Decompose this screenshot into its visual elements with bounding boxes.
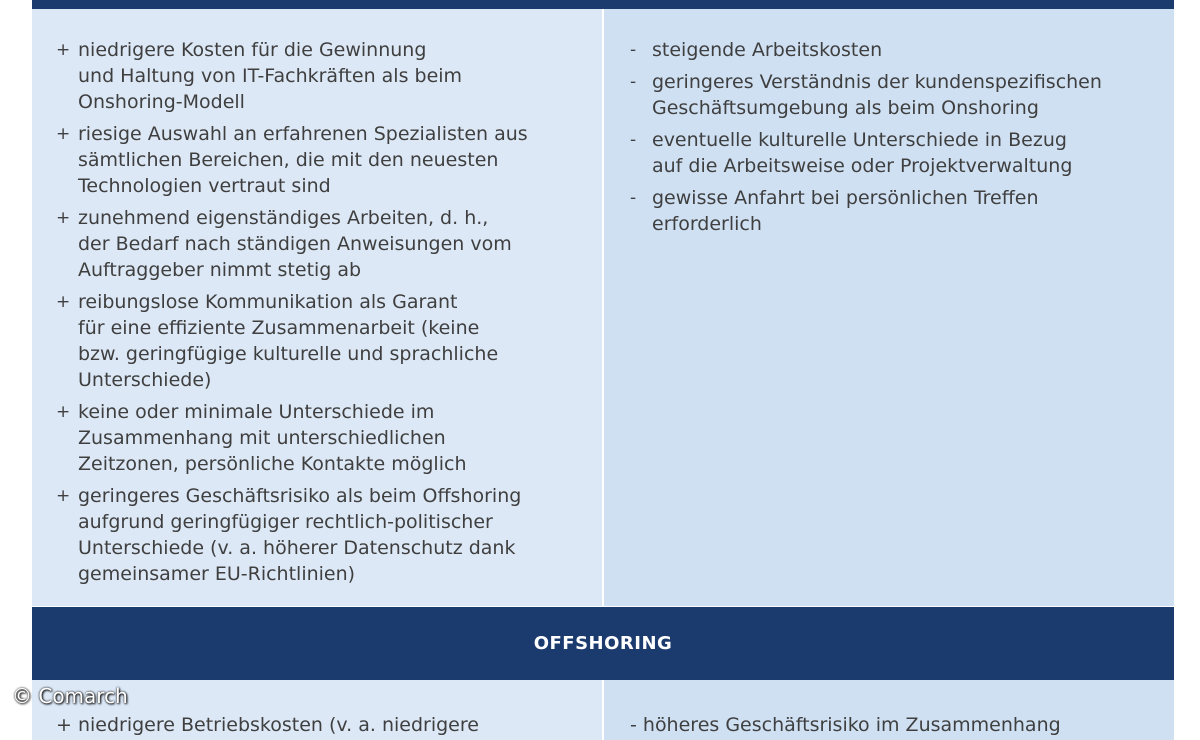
pro-text: riesige Auswahl an erfahrenen Spezialisten aus sämtlichen Bereichen, die mit den neuesten Technologien vertraut sind [78, 123, 528, 197]
pro-text: reibungslose Kommunikation als Garant für eine effiziente Zusammenarbeit (keine bzw. geringfügige kulturelle und sprachliche Unterschiede) [78, 291, 499, 391]
con-item [630, 127, 1154, 179]
con-text: eventuelle kulturelle Unterschiede in Bezug auf die Arbeitsweise oder Projektverwaltung [652, 129, 1073, 177]
copyright-watermark: © Comarch [12, 684, 128, 708]
con-text: geringeres Verständnis der kundenspezifischen Geschäftsumgebung als beim Onshoring [652, 71, 1102, 119]
con-text: steigende Arbeitskosten [652, 39, 883, 61]
offshoring-header [32, 607, 1174, 680]
offshoring-con-text: - höheres Geschäftsrisiko im Zusammenhang [630, 714, 1061, 736]
minus-icon: - [630, 40, 637, 60]
pro-text: niedrigere Kosten für die Gewinnung und Haltung von IT-Fachkräften als beim Onshoring-Modell [78, 39, 463, 113]
con-text: gewisse Anfahrt bei persönlichen Treffen erforderlich [652, 187, 1039, 235]
bottom-section [32, 680, 1174, 740]
plus-icon: + [56, 40, 71, 60]
minus-icon: - [630, 130, 637, 150]
minus-icon: - [630, 188, 637, 208]
minus-icon: - [630, 72, 637, 92]
pros-column [32, 9, 604, 606]
pro-text: geringeres Geschäftsrisiko als beim Offshoring aufgrund geringfügiger rechtlich-politischer Unterschiede (v. a. höherer Datenschutz dank gemeinsamer EU-Richtlinien) [78, 485, 522, 585]
pro-text: keine oder minimale Unterschiede im Zusammenhang mit unterschiedlichen Zeitzonen, persönliche Kontakte möglich [78, 401, 467, 475]
section-title: OFFSHORING [533, 633, 673, 654]
header-band-top [32, 0, 1174, 9]
plus-icon: + [56, 208, 71, 228]
cons-column [604, 9, 1174, 606]
pro-text: zunehmend eigenständiges Arbeiten, d. h., der Bedarf nach ständigen Anweisungen vom Auftraggeber nimmt stetig ab [78, 207, 512, 281]
pro-item [56, 289, 582, 393]
top-section [32, 9, 1174, 606]
plus-icon: + [56, 292, 71, 312]
con-item [630, 37, 1154, 63]
con-item [630, 185, 1154, 237]
offshoring-pro-text: + niedrigere Betriebskosten (v. a. niedrigere [56, 714, 479, 736]
con-item [630, 69, 1154, 121]
pros-list [32, 9, 602, 587]
plus-icon: + [56, 486, 71, 506]
pro-item [56, 205, 582, 283]
plus-icon: + [56, 402, 71, 422]
pro-item [56, 121, 582, 199]
offshoring-cons-column [604, 680, 1174, 740]
cons-list [604, 9, 1174, 237]
plus-icon: + [56, 124, 71, 144]
pro-item [56, 399, 582, 477]
pro-item [56, 37, 582, 115]
pro-item [56, 483, 582, 587]
